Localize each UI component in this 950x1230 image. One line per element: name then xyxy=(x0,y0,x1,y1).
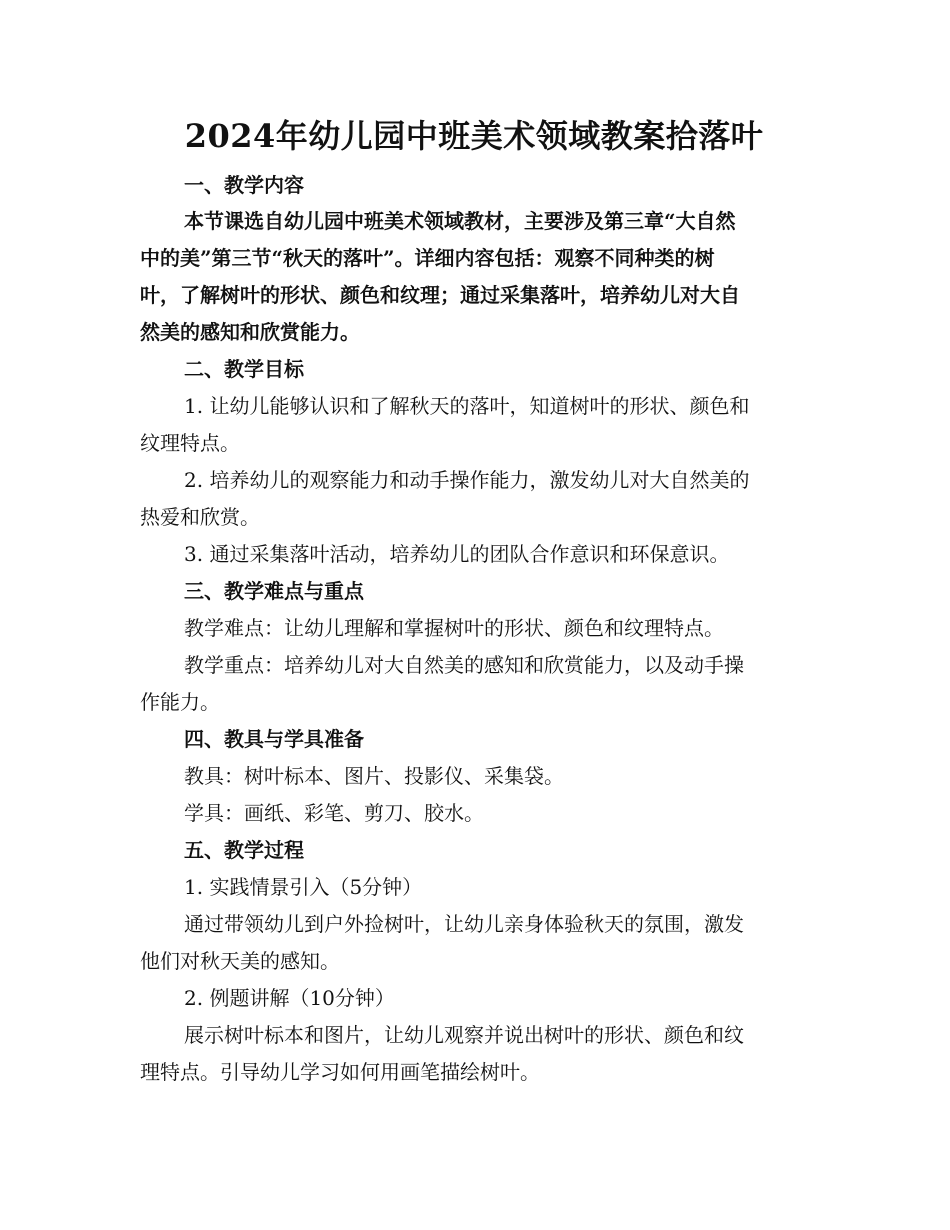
paragraph-line: 热爱和欣赏。 xyxy=(140,505,260,529)
paragraph-line: 他们对秋天美的感知。 xyxy=(140,949,340,973)
section-heading-1: 一、教学内容 xyxy=(184,173,304,197)
paragraph-line: 通过带领幼儿到户外捡树叶，让幼儿亲身体验秋天的氛围，激发 xyxy=(184,912,744,936)
paragraph-line: 纹理特点。 xyxy=(140,431,240,455)
paragraph-line: 1. 实践情景引入（5分钟） xyxy=(184,875,423,899)
paragraph-line: 教学难点：让幼儿理解和掌握树叶的形状、颜色和纹理特点。 xyxy=(184,616,724,640)
section-heading-4: 四、教具与学具准备 xyxy=(184,727,364,751)
paragraph-line: 本节课选自幼儿园中班美术领域教材，主要涉及第三章“大自然 xyxy=(184,209,736,233)
paragraph-line: 1. 让幼儿能够认识和了解秋天的落叶，知道树叶的形状、颜色和 xyxy=(184,394,750,418)
paragraph-line: 3. 通过采集落叶活动，培养幼儿的团队合作意识和环保意识。 xyxy=(184,542,730,566)
paragraph-line: 教具：树叶标本、图片、投影仪、采集袋。 xyxy=(184,764,564,788)
paragraph-line: 2. 例题讲解（10分钟） xyxy=(184,986,395,1010)
paragraph-line: 学具：画纸、彩笔、剪刀、胶水。 xyxy=(184,801,484,825)
section-heading-3: 三、教学难点与重点 xyxy=(184,579,364,603)
section-heading-2: 二、教学目标 xyxy=(184,357,304,381)
paragraph-line: 理特点。引导幼儿学习如何用画笔描绘树叶。 xyxy=(140,1060,540,1084)
paragraph-line: 2. 培养幼儿的观察能力和动手操作能力，激发幼儿对大自然美的 xyxy=(184,468,750,492)
document-title: 2024年幼儿园中班美术领域教案拾落叶 xyxy=(184,117,764,155)
section-heading-5: 五、教学过程 xyxy=(184,838,304,862)
paragraph-line: 中的美”第三节“秋天的落叶”。详细内容包括：观察不同种类的树 xyxy=(140,246,715,270)
paragraph-line: 然美的感知和欣赏能力。 xyxy=(140,320,360,344)
paragraph-line: 作能力。 xyxy=(140,690,220,714)
paragraph-line: 教学重点：培养幼儿对大自然美的感知和欣赏能力，以及动手操 xyxy=(184,653,744,677)
paragraph-line: 展示树叶标本和图片，让幼儿观察并说出树叶的形状、颜色和纹 xyxy=(184,1023,744,1047)
paragraph-line: 叶，了解树叶的形状、颜色和纹理；通过采集落叶，培养幼儿对大自 xyxy=(140,283,740,307)
